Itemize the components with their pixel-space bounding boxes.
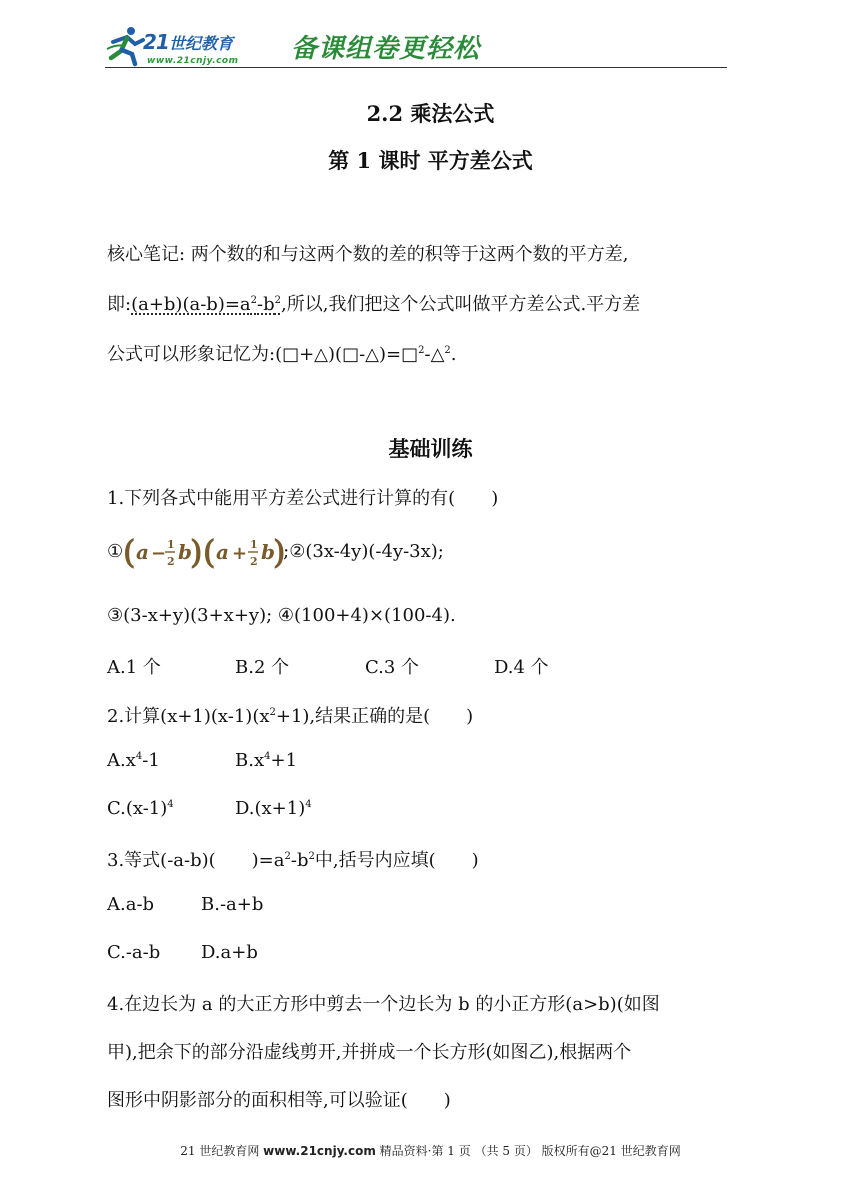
notes-sup: 2 (444, 345, 451, 356)
svg-text:(: ( (203, 533, 216, 571)
svg-text:2: 2 (250, 555, 258, 568)
q1-items-34: ③(3-x+y)(3+x+y); ④(100+4)×(100-4). (107, 605, 456, 626)
q2-sup: 2 (269, 707, 276, 718)
svg-text:b: b (261, 540, 276, 564)
page-footer (0, 1142, 861, 1159)
svg-text:a: a (136, 540, 150, 564)
formula-part-a: (a+b)(a-b)=a (131, 294, 251, 315)
notes-line3-mid: -△ (424, 344, 445, 365)
svg-text:b: b (178, 540, 193, 564)
q3-stem-c: 中,括号内应填( ) (314, 850, 479, 871)
logo-text: 世纪教育 (169, 34, 234, 53)
q3-option-a: A.a-b (107, 894, 155, 915)
footer-rest: 精品资料·第 1 页 （共 5 页） 版权所有@21 世纪教育网 (379, 1144, 681, 1158)
q1-option-c: C.3 个 (365, 657, 420, 678)
q2-opt-c-text: C.(x-1) (107, 798, 168, 819)
q2-stem-b: +1),结果正确的是( ) (275, 706, 474, 727)
svg-text:): ) (190, 533, 203, 571)
q1-item1-mark: ① (107, 541, 124, 562)
q1-item2: ;②(3x-4y)(-4y-3x); (283, 541, 444, 562)
q3-stem (107, 846, 479, 872)
q1-option-a: A.1 个 (107, 657, 161, 678)
notes-line-2 (107, 290, 640, 316)
q2-sup4: 4 (135, 751, 143, 762)
q2-stem-a: 2.计算(x+1)(x-1)(x (107, 706, 270, 727)
q2-opt-a-text: A.x (107, 750, 136, 771)
svg-text:−: − (151, 543, 167, 564)
notes-line3-end: . (450, 344, 457, 365)
svg-text:(: ( (123, 533, 136, 571)
formula-sup: 2 (250, 295, 258, 306)
q4-line-1: 4.在边长为 a 的大正方形中剪去一个边长为 b 的小正方形(a>b)(如图 (107, 994, 660, 1015)
section-title: 基础训练 (388, 436, 473, 461)
q2-opt-b-tail: +1 (270, 750, 298, 771)
svg-text:1: 1 (167, 538, 175, 551)
q4-line-2: 甲),把余下的部分沿虚线剪开,并拼成一个长方形(如图乙),根据两个 (107, 1042, 632, 1063)
q1-formula-image (123, 530, 286, 574)
header-slogan: 备课组卷更轻松 (291, 34, 481, 64)
q3-stem-b: -b (290, 850, 309, 871)
logo-url: www.21cnjy.com (147, 56, 239, 66)
q2-opt-d-text: D.(x+1) (235, 798, 306, 819)
q4-line-3: 图形中阴影部分的面积相等,可以验证( ) (107, 1090, 451, 1111)
notes-suffix: ,所以,我们把这个公式叫做平方差公式.平方差 (281, 294, 641, 315)
q2-sup4: 4 (305, 799, 312, 810)
footer-url[interactable]: www.21cnjy.com (263, 1144, 376, 1158)
q3-option-b: B.-a+b (201, 894, 264, 915)
q3-sup: 2 (284, 851, 291, 862)
header-divider (105, 67, 727, 68)
header-logo (105, 24, 727, 70)
q2-sup4: 4 (167, 799, 174, 810)
notes-formula (131, 294, 281, 315)
page-subtitle: 第 1 课时 平方差公式 (328, 148, 533, 173)
page-title: 2.2 乘法公式 (366, 101, 495, 126)
svg-text:2: 2 (167, 555, 175, 568)
svg-text:): ) (273, 533, 286, 571)
q1-option-d: D.4 个 (494, 657, 549, 678)
svg-text:a: a (216, 540, 230, 564)
q2-stem (107, 702, 473, 728)
q2-option-b (235, 750, 297, 771)
notes-line3-prefix: 公式可以形象记忆为:(□+△)(□-△)=□ (107, 344, 419, 365)
notes-prefix: 即: (107, 294, 132, 315)
q3-stem-a: 3.等式(-a-b)( )=a (107, 850, 285, 871)
q1-option-b: B.2 个 (235, 657, 290, 678)
logo-number: 21 (143, 30, 169, 54)
q3-sup: 2 (308, 851, 315, 862)
notes-sup: 2 (418, 345, 425, 356)
q2-option-a (107, 750, 160, 771)
svg-text:1: 1 (250, 538, 258, 551)
notes-line-3 (107, 340, 457, 366)
runner-logo-icon (105, 24, 145, 68)
formula-sup: 2 (274, 295, 282, 306)
q2-opt-a-tail: -1 (142, 750, 160, 771)
formula-part-b: -b (257, 294, 275, 315)
q3-option-c: C.-a-b (107, 942, 161, 963)
q2-option-d (235, 798, 312, 819)
q2-option-c (107, 798, 174, 819)
q2-opt-b-text: B.x (235, 750, 265, 771)
q1-stem: 1.下列各式中能用平方差公式进行计算的有( ) (107, 488, 499, 509)
svg-text:+: + (232, 543, 248, 564)
notes-line-1: 核心笔记: 两个数的和与这两个数的差的积等于这两个数的平方差, (107, 244, 629, 265)
q1-items-line (107, 530, 444, 574)
q2-sup4: 4 (264, 751, 271, 762)
footer-site: 21 世纪教育网 (180, 1144, 260, 1158)
q3-option-d: D.a+b (201, 942, 258, 963)
